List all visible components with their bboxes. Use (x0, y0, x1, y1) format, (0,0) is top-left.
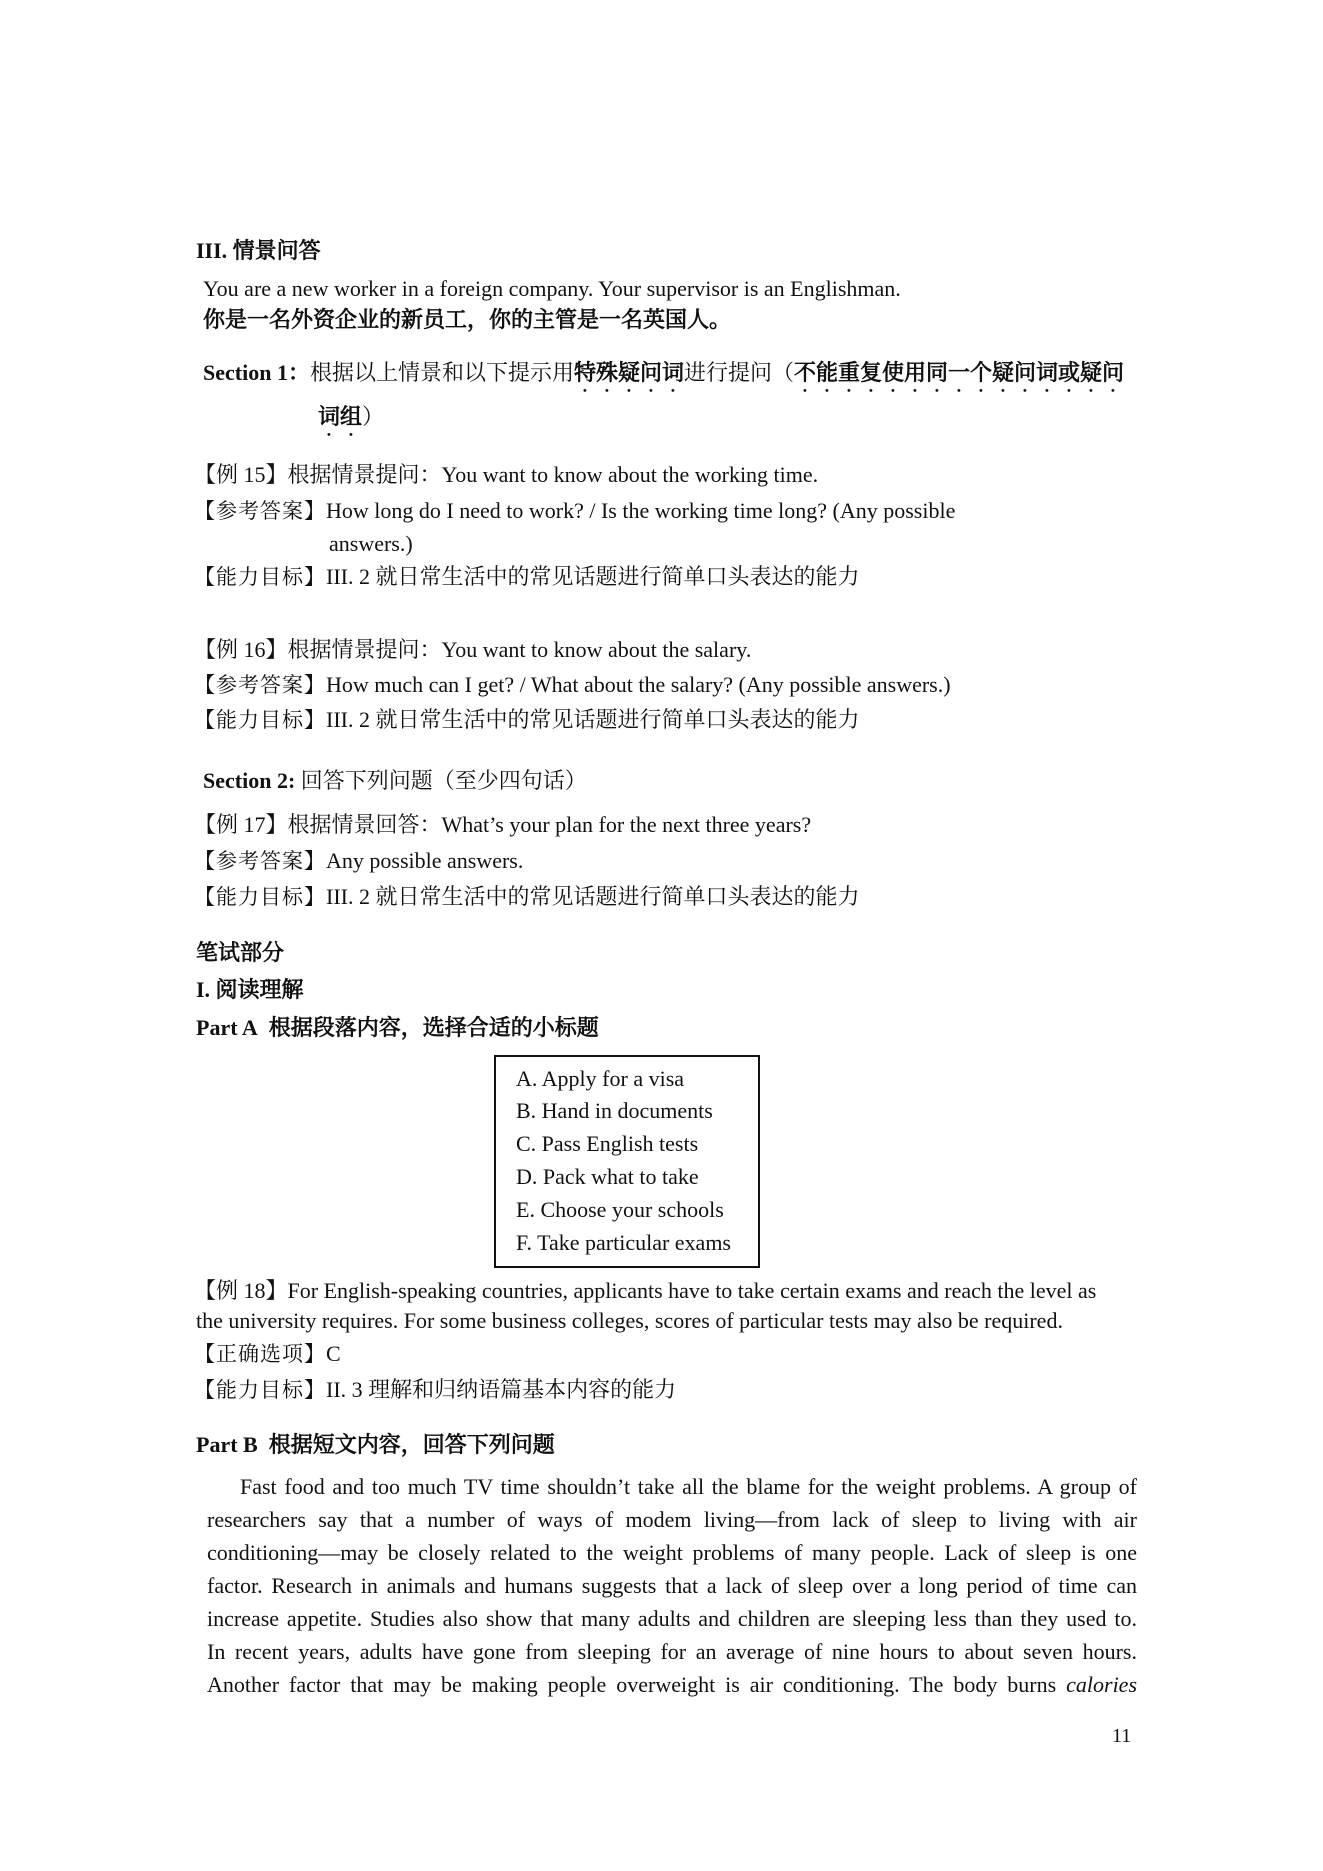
example-16-answer (194, 671, 951, 699)
example-17-goal-text: III. 2 就日常生活中的常见话题进行简单口头表达的能力 (326, 884, 860, 909)
partA-title: 根据段落内容，选择合适的小标题 (268, 1015, 599, 1040)
section1-text-2: 进行提问（ (683, 360, 794, 385)
example-17-answer-text: Any possible answers. (326, 848, 524, 873)
example-17-answer (194, 847, 523, 875)
example-16-tag: 【例 16】 (194, 637, 288, 662)
example-17-goal (194, 883, 859, 911)
section1-label: Section 1： (203, 360, 310, 385)
example-16-prompt-cn: 根据情景提问： (287, 637, 442, 662)
example-15-prompt-cn: 根据情景提问： (287, 462, 442, 487)
example-15-prompt-en: You want to know about the working time. (441, 462, 819, 487)
example-16-prompt-en: You want to know about the salary. (441, 637, 752, 662)
example-15-answer-text: How long do I need to work? / Is the working time long? (Any possible (326, 498, 956, 523)
goal-tag: 【能力目标】 (194, 1378, 326, 1402)
example-15-goal-text: III. 2 就日常生活中的常见话题进行简单口头表达的能力 (326, 564, 860, 589)
example-16-goal-text: III. 2 就日常生活中的常见话题进行简单口头表达的能力 (326, 707, 860, 732)
partB-label: Part B (196, 1432, 258, 1457)
example-16-prompt (194, 636, 751, 664)
passage-line: researchers say that a number of ways of modem living—from lack of sleep to living with air (207, 1507, 1137, 1532)
option-item: F. Take particular exams (516, 1230, 731, 1255)
example-16-goal (194, 706, 859, 734)
example-18-goal-text: II. 3 理解和归纳语篇基本内容的能力 (326, 1377, 677, 1402)
example-18-text (194, 1277, 1134, 1305)
scenario-english: You are a new worker in a foreign company. Your supervisor is an Englishman. (203, 276, 901, 301)
answer-tag: 【参考答案】 (194, 849, 326, 873)
passage-line: factor. Research in animals and humans suggests that a lack of sleep over a long period of time can (207, 1573, 1137, 1598)
example-18-text-line: For English-speaking countries, applicants have to take certain exams and reach the level as (287, 1278, 1097, 1303)
example-15-answer-cont: answers.) (329, 531, 413, 556)
example-17-tag: 【例 17】 (194, 812, 288, 837)
example-15-answer (194, 497, 955, 525)
passage-line: conditioning—may be closely related to the weight problems of many people. Lack of sleep is one (207, 1540, 1137, 1565)
written-heading: 笔试部分 (196, 940, 285, 965)
section1-instruction-cont (318, 403, 384, 441)
partA-heading (196, 1014, 599, 1042)
passage-line: Another factor that may be making people overweight is air conditioning. The body burns (207, 1672, 1057, 1697)
option-item: B. Hand in documents (516, 1098, 713, 1123)
example-17-prompt-en: What’s your plan for the next three years? (441, 812, 812, 837)
example-16-answer-text: How much can I get? / What about the salary? (Any possible answers.) (326, 672, 951, 697)
passage-line: In recent years, adults have gone from sleeping for an average of nine hours to about seven hours. (207, 1639, 1137, 1664)
options-box (494, 1055, 760, 1268)
goal-tag: 【能力目标】 (194, 565, 326, 589)
example-18-goal (194, 1376, 676, 1404)
example-15-tag: 【例 15】 (194, 462, 288, 487)
passage-line-last (207, 1668, 1137, 1701)
answer-tag: 【参考答案】 (194, 499, 326, 523)
section1-instruction (203, 359, 1124, 397)
page-number: 11 (1112, 1725, 1132, 1747)
option-item: A. Apply for a visa (516, 1066, 685, 1091)
partB-heading (196, 1431, 555, 1459)
answer-tag: 【正确选项】 (194, 1342, 326, 1366)
section2-instruction (203, 767, 587, 795)
example-15-prompt (194, 461, 818, 489)
goal-tag: 【能力目标】 (194, 708, 326, 732)
example-15-goal (194, 563, 859, 591)
section-heading-oral: III. 情景问答 (196, 238, 321, 263)
partA-label: Part A (196, 1015, 258, 1040)
passage-line: Fast food and too much TV time shouldn’t take all the blame for the weight problems. A group of (240, 1474, 1137, 1499)
section1-text-1: 根据以上情景和以下提示用 (309, 360, 574, 385)
example-18-answer (194, 1340, 341, 1368)
reading-heading: I. 阅读理解 (196, 977, 304, 1002)
example-18-tag: 【例 18】 (194, 1278, 288, 1303)
example-18-text-cont: the university requires. For some business colleges, scores of particular tests may also be required. (196, 1308, 1063, 1333)
section2-text: 回答下列问题（至少四句话） (300, 768, 587, 793)
option-item: D. Pack what to take (516, 1164, 699, 1189)
partB-title: 根据短文内容，回答下列问题 (268, 1432, 555, 1457)
passage-line: increase appetite. Studies also show that many adults and children are sleeping less than they used to. (207, 1606, 1137, 1631)
goal-tag: 【能力目标】 (194, 885, 326, 909)
example-17-prompt (194, 811, 811, 839)
section1-emphasis-2: 不能重复使用同一个疑问词或疑问 (794, 360, 1125, 385)
example-17-prompt-cn: 根据情景回答： (287, 812, 442, 837)
italic-word: calories (1066, 1672, 1138, 1697)
example-18-answer-text: C (326, 1341, 341, 1366)
answer-tag: 【参考答案】 (194, 673, 326, 697)
section1-text-3: ） (362, 404, 385, 429)
section2-label: Section 2: (203, 768, 296, 793)
passage (207, 1470, 1137, 1701)
scenario-chinese: 你是一名外资企业的新员工，你的主管是一名英国人。 (203, 307, 732, 332)
section1-emphasis-3: 词组 (318, 404, 363, 429)
option-item: E. Choose your schools (516, 1197, 724, 1222)
option-item: C. Pass English tests (516, 1131, 699, 1156)
section1-emphasis-1: 特殊疑问词 (573, 360, 684, 385)
